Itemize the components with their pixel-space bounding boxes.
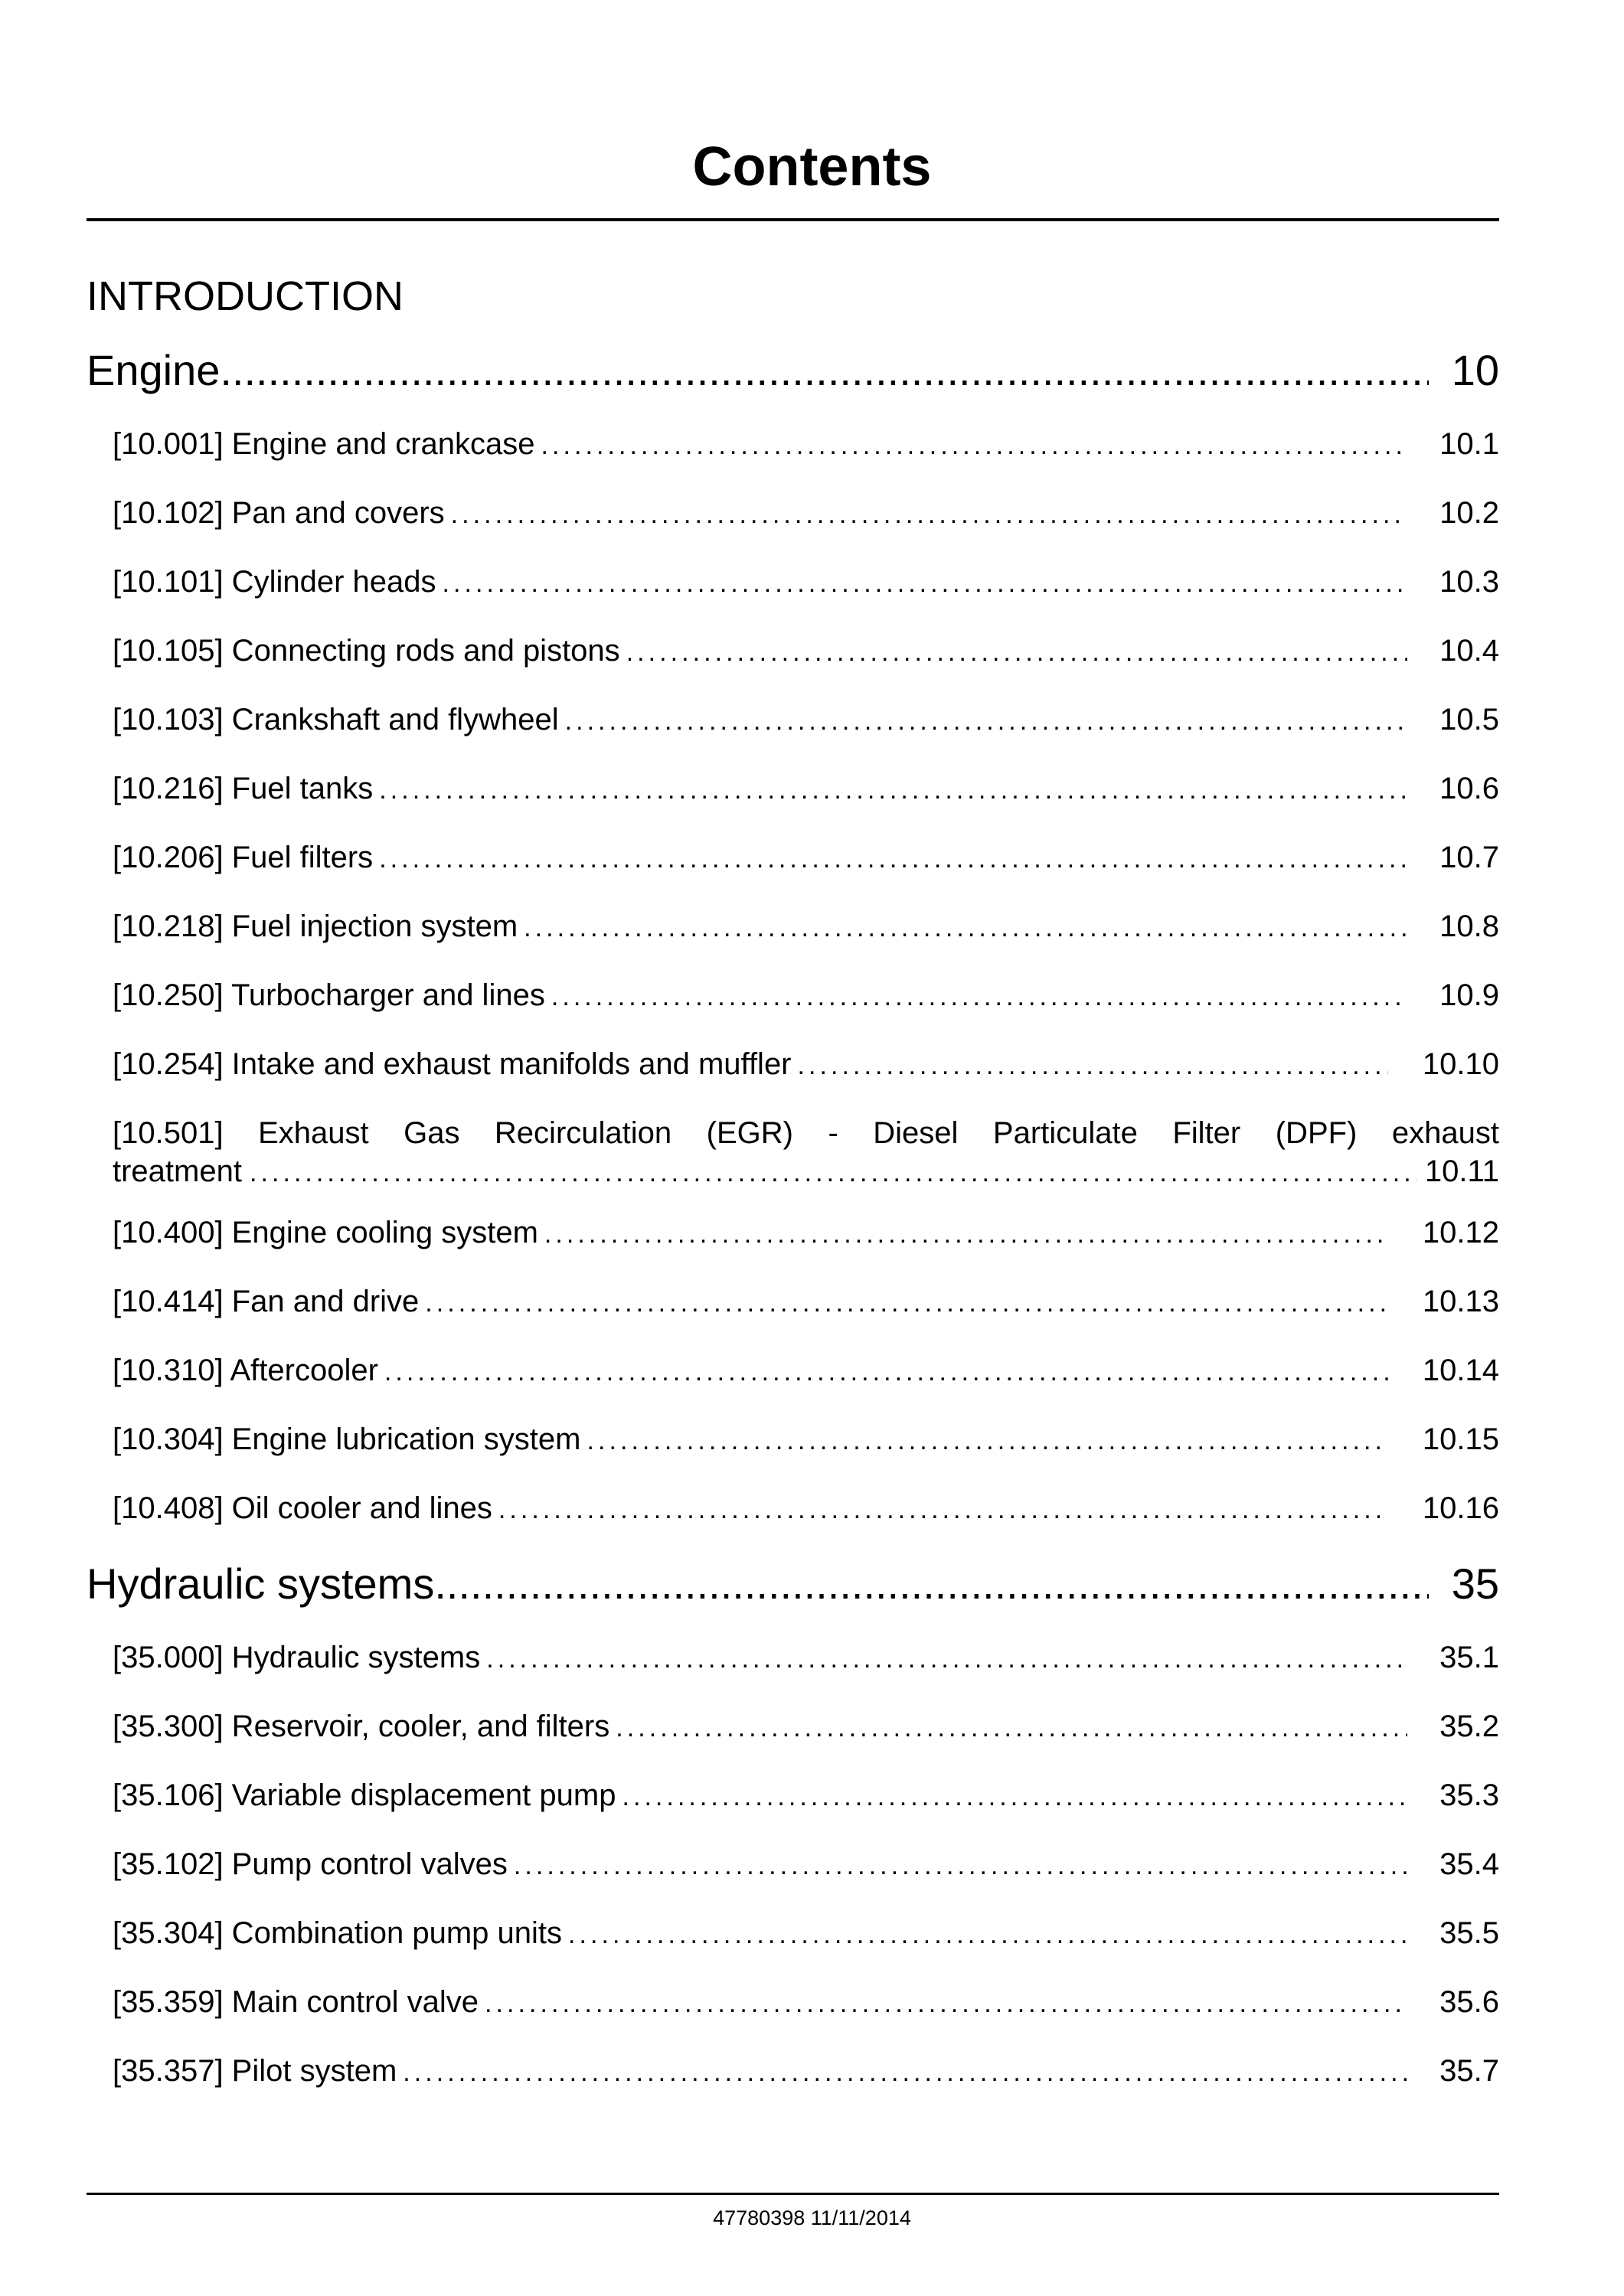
dot-leader bbox=[220, 345, 1428, 396]
dot-leader bbox=[419, 1283, 1388, 1321]
toc-entry[interactable] bbox=[113, 2053, 1499, 2091]
entry-word: Recirculation bbox=[494, 1116, 672, 1150]
toc-entry[interactable] bbox=[113, 770, 1499, 808]
chapter-page: 10 bbox=[1451, 346, 1499, 394]
toc-entry[interactable] bbox=[113, 1915, 1499, 1953]
entry-label: [35.304] Combination pump units bbox=[113, 1916, 563, 1950]
toc-entry[interactable] bbox=[113, 1777, 1499, 1815]
chapter-engine[interactable] bbox=[87, 345, 1499, 396]
entry-label: [35.359] Main control valve bbox=[113, 1985, 479, 2019]
toc-entry[interactable] bbox=[113, 908, 1499, 946]
entry-label: [10.304] Engine lubrication system bbox=[113, 1422, 581, 1456]
entry-page: 35.2 bbox=[1439, 1710, 1499, 1743]
entry-page: 10.12 bbox=[1422, 1216, 1499, 1249]
toc-entry[interactable] bbox=[113, 1352, 1499, 1390]
entry-page: 10.14 bbox=[1422, 1354, 1499, 1387]
toc-entry[interactable] bbox=[113, 1984, 1499, 2022]
toc-entry[interactable] bbox=[113, 426, 1499, 464]
entry-label: [10.103] Crankshaft and flywheel bbox=[113, 703, 559, 736]
dot-leader bbox=[559, 701, 1407, 740]
chapter-title: Hydraulic systems bbox=[87, 1560, 435, 1608]
entry-page: 10.4 bbox=[1439, 634, 1499, 668]
toc-entry[interactable] bbox=[113, 1708, 1499, 1746]
entry-word: Filter bbox=[1172, 1116, 1241, 1150]
entry-label-continuation: treatment bbox=[113, 1155, 242, 1188]
entry-page: 35.5 bbox=[1439, 1916, 1499, 1950]
dot-leader bbox=[373, 839, 1407, 877]
footer-divider bbox=[87, 2193, 1499, 2195]
entry-word: Diesel bbox=[873, 1116, 959, 1150]
footer-doc-id: 47780398 11/11/2014 bbox=[713, 2206, 911, 2229]
entry-page: 10.8 bbox=[1439, 910, 1499, 943]
chapter-hydraulic-systems[interactable] bbox=[87, 1559, 1499, 1609]
entry-label: [35.300] Reservoir, cooler, and filters bbox=[113, 1710, 610, 1743]
entry-page: 10.1 bbox=[1439, 427, 1499, 461]
entry-page: 35.4 bbox=[1439, 1847, 1499, 1881]
entry-label: [10.250] Turbocharger and lines bbox=[113, 978, 545, 1012]
entry-word: [10.501] bbox=[113, 1116, 224, 1150]
toc-entry[interactable] bbox=[113, 1214, 1499, 1253]
entry-label: [35.102] Pump control valves bbox=[113, 1847, 508, 1881]
dot-leader bbox=[445, 495, 1407, 533]
toc-entry[interactable] bbox=[113, 701, 1499, 740]
dot-leader bbox=[562, 1915, 1407, 1953]
dot-leader bbox=[535, 426, 1407, 464]
entry-word: Gas bbox=[404, 1116, 460, 1150]
entry-word: - bbox=[828, 1116, 838, 1150]
entry-label-line1 bbox=[113, 1114, 1499, 1152]
dot-leader bbox=[616, 1777, 1407, 1815]
toc-entry[interactable] bbox=[113, 563, 1499, 602]
toc-entry-multiline[interactable] bbox=[113, 1114, 1499, 1192]
dot-leader bbox=[792, 1046, 1388, 1084]
entry-label: [10.254] Intake and exhaust manifolds and muffler bbox=[113, 1047, 792, 1081]
dot-leader bbox=[545, 977, 1407, 1015]
entry-label: [10.408] Oil cooler and lines bbox=[113, 1491, 492, 1525]
entry-page: 10.16 bbox=[1422, 1491, 1499, 1525]
entry-label: [35.106] Variable displacement pump bbox=[113, 1778, 616, 1812]
dot-leader bbox=[479, 1984, 1407, 2022]
introduction-heading[interactable]: INTRODUCTION bbox=[87, 273, 404, 319]
dot-leader bbox=[580, 1421, 1388, 1459]
dot-leader bbox=[518, 908, 1407, 946]
entry-label: [10.101] Cylinder heads bbox=[113, 565, 436, 599]
entry-page: 10.10 bbox=[1422, 1047, 1499, 1081]
entry-page: 10.7 bbox=[1439, 841, 1499, 874]
entry-page: 10.5 bbox=[1439, 703, 1499, 736]
entry-word: (DPF) bbox=[1275, 1116, 1358, 1150]
entry-word: exhaust bbox=[1391, 1116, 1499, 1150]
entry-label: [10.001] Engine and crankcase bbox=[113, 427, 535, 461]
entry-page: 35.1 bbox=[1439, 1641, 1499, 1674]
entry-word: Exhaust bbox=[258, 1116, 369, 1150]
entry-word: (EGR) bbox=[706, 1116, 793, 1150]
entry-label-line2 bbox=[113, 1152, 1499, 1192]
dot-leader bbox=[373, 770, 1407, 808]
entry-word: Particulate bbox=[992, 1116, 1138, 1150]
toc-entry[interactable] bbox=[113, 1421, 1499, 1459]
toc-entry[interactable] bbox=[113, 1283, 1499, 1321]
entry-page: 10.13 bbox=[1422, 1285, 1499, 1318]
toc-entry[interactable] bbox=[113, 632, 1499, 671]
toc-entry[interactable] bbox=[113, 1639, 1499, 1677]
chapter-title: Engine bbox=[87, 346, 221, 394]
dot-leader bbox=[436, 563, 1408, 602]
entry-label: [10.216] Fuel tanks bbox=[113, 772, 374, 805]
entry-label: [10.310] Aftercooler bbox=[113, 1354, 378, 1387]
toc-entry[interactable] bbox=[113, 839, 1499, 877]
entry-label: [10.414] Fan and drive bbox=[113, 1285, 420, 1318]
dot-leader bbox=[242, 1152, 1417, 1192]
dot-leader bbox=[434, 1559, 1428, 1609]
toc-entry[interactable] bbox=[113, 1846, 1499, 1884]
entry-label: [10.218] Fuel injection system bbox=[113, 910, 518, 943]
page-title: Contents bbox=[692, 136, 932, 198]
dot-leader bbox=[508, 1846, 1407, 1884]
entry-label: [10.102] Pan and covers bbox=[113, 496, 445, 530]
dot-leader bbox=[397, 2053, 1407, 2091]
dot-leader bbox=[492, 1490, 1388, 1528]
title-divider bbox=[87, 218, 1499, 221]
entry-label: [35.357] Pilot system bbox=[113, 2054, 397, 2088]
chapter-page: 35 bbox=[1451, 1560, 1499, 1608]
toc-entry[interactable] bbox=[113, 1046, 1499, 1084]
entry-page: 10.2 bbox=[1439, 496, 1499, 530]
entry-page: 10.9 bbox=[1439, 978, 1499, 1012]
toc-entry[interactable] bbox=[113, 977, 1499, 1015]
dot-leader bbox=[620, 632, 1407, 671]
dot-leader bbox=[538, 1214, 1388, 1253]
dot-leader bbox=[480, 1639, 1407, 1677]
entry-page: 35.6 bbox=[1439, 1985, 1499, 2019]
dot-leader bbox=[609, 1708, 1407, 1746]
dot-leader bbox=[378, 1352, 1388, 1390]
entry-page: 10.6 bbox=[1439, 772, 1499, 805]
toc-entry[interactable] bbox=[113, 495, 1499, 533]
entry-page: 10.3 bbox=[1439, 565, 1499, 599]
entry-page: 10.11 bbox=[1424, 1155, 1499, 1188]
entry-label: [10.400] Engine cooling system bbox=[113, 1216, 538, 1249]
entry-page: 10.15 bbox=[1422, 1422, 1499, 1456]
entry-page: 35.3 bbox=[1439, 1778, 1499, 1812]
entry-page: 35.7 bbox=[1439, 2054, 1499, 2088]
entry-label: [35.000] Hydraulic systems bbox=[113, 1641, 481, 1674]
toc-entry[interactable] bbox=[113, 1490, 1499, 1528]
entry-label: [10.105] Connecting rods and pistons bbox=[113, 634, 620, 668]
entry-label: [10.206] Fuel filters bbox=[113, 841, 374, 874]
